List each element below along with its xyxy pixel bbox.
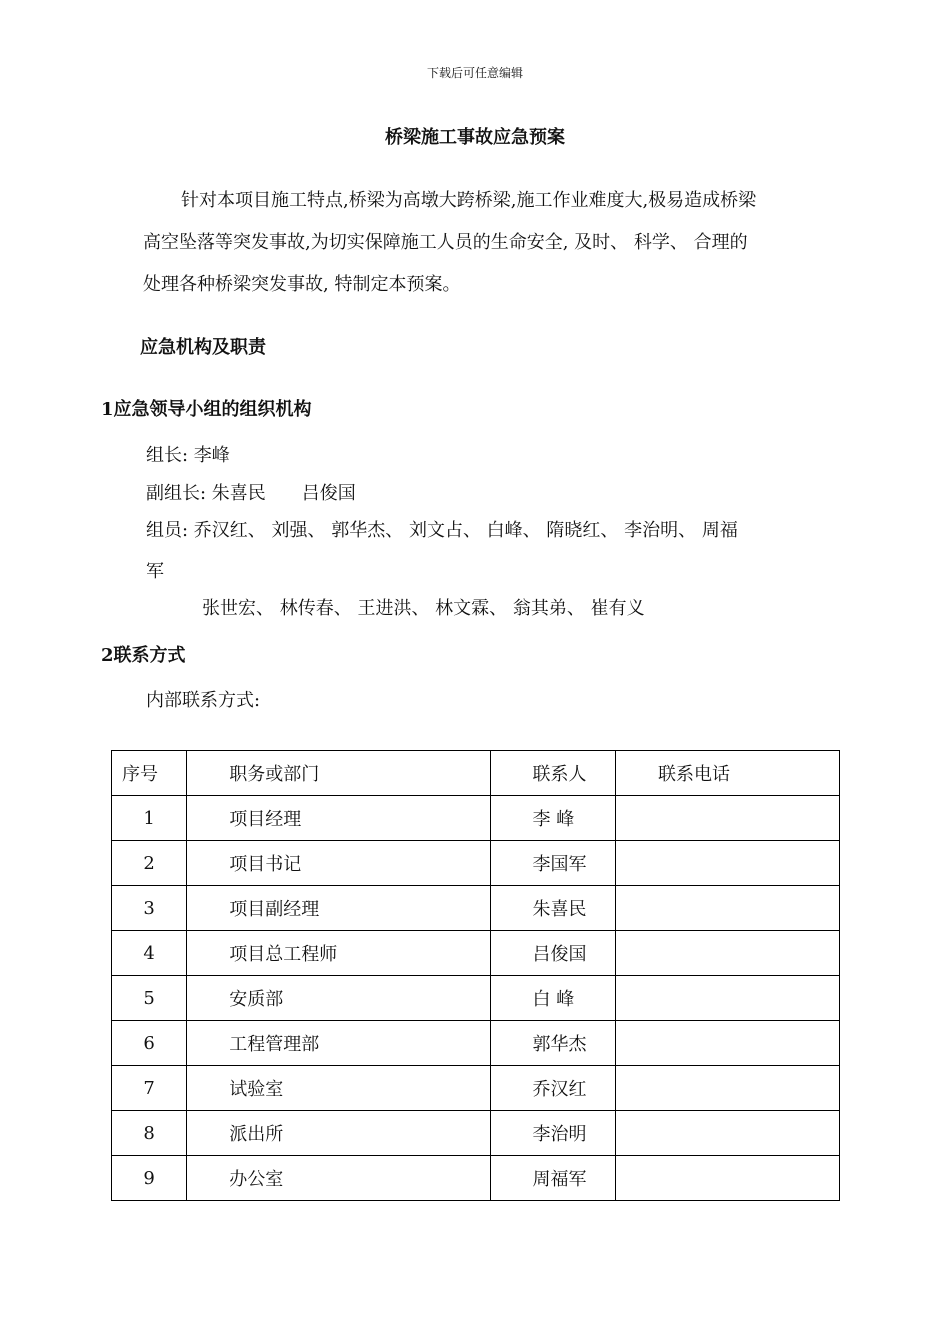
row-dept: 项目副经理 [187,886,490,931]
row-person: 朱喜民 [490,886,616,931]
header-no: 序号 [112,751,187,796]
row-phone [616,931,840,976]
header-dept: 职务或部门 [187,751,490,796]
row-phone [616,976,840,1021]
row-no: 3 [112,886,187,931]
row-no: 1 [112,796,187,841]
table-row [112,1111,840,1156]
row-phone [616,1156,840,1201]
row-dept: 派出所 [187,1111,490,1156]
table-header-row [112,751,840,796]
row-no: 7 [112,1066,187,1111]
members-line-2: 军 [146,561,164,582]
row-phone [616,886,840,931]
header-phone: 联系电话 [616,751,840,796]
row-phone [616,1066,840,1111]
row-phone [616,1021,840,1066]
row-dept: 项目经理 [187,796,490,841]
table-row [112,841,840,886]
header-note: 下载后可任意编辑 [426,66,523,80]
row-dept: 办公室 [187,1156,490,1201]
row-person: 白 峰 [490,976,616,1021]
row-dept: 工程管理部 [187,1021,490,1066]
row-phone [616,796,840,841]
table-row [112,976,840,1021]
members-line-3: 张世宏、 林传春、 王进洪、 林文霖、 翁其弟、 崔有义 [202,598,645,619]
table-row [112,796,840,841]
row-no: 4 [112,931,187,976]
subsection-2-title: 2联系方式 [101,645,186,666]
intro-line-3: 处理各种桥梁突发事故, 特制定本预案。 [143,274,461,295]
row-dept: 项目总工程师 [187,931,490,976]
subsection-1-title: 1应急领导小组的组织机构 [101,399,312,420]
members-line-1: 组员: 乔汉红、 刘强、 郭华杰、 刘文占、 白峰、 隋晓红、 李治明、 周福 [146,520,738,541]
row-person: 吕俊国 [490,931,616,976]
row-no: 9 [112,1156,187,1201]
row-person: 李国军 [490,841,616,886]
table-row [112,1066,840,1111]
row-dept: 安质部 [187,976,490,1021]
row-phone [616,1111,840,1156]
table-row [112,1156,840,1201]
row-no: 8 [112,1111,187,1156]
row-no: 5 [112,976,187,1021]
section-title: 应急机构及职责 [140,337,266,358]
row-phone [616,841,840,886]
row-dept: 试验室 [187,1066,490,1111]
contact-table [111,750,840,1201]
header-person: 联系人 [490,751,616,796]
leader-line: 组长: 李峰 [146,445,230,466]
intro-line-1: 针对本项目施工特点,桥梁为高墩大跨桥梁,施工作业难度大,极易造成桥梁 [181,190,757,211]
document-title: 桥梁施工事故应急预案 [385,127,565,148]
row-person: 乔汉红 [490,1066,616,1111]
internal-contact-label: 内部联系方式: [146,690,261,711]
intro-line-2: 高空坠落等突发事故,为切实保障施工人员的生命安全, 及时、 科学、 合理的 [143,232,748,253]
row-no: 6 [112,1021,187,1066]
row-no: 2 [112,841,187,886]
row-person: 郭华杰 [490,1021,616,1066]
row-person: 李治明 [490,1111,616,1156]
row-person: 李 峰 [490,796,616,841]
table-row [112,886,840,931]
row-dept: 项目书记 [187,841,490,886]
table-row [112,1021,840,1066]
deputy-line: 副组长: 朱喜民 吕俊国 [146,483,356,504]
row-person: 周福军 [490,1156,616,1201]
table-row [112,931,840,976]
